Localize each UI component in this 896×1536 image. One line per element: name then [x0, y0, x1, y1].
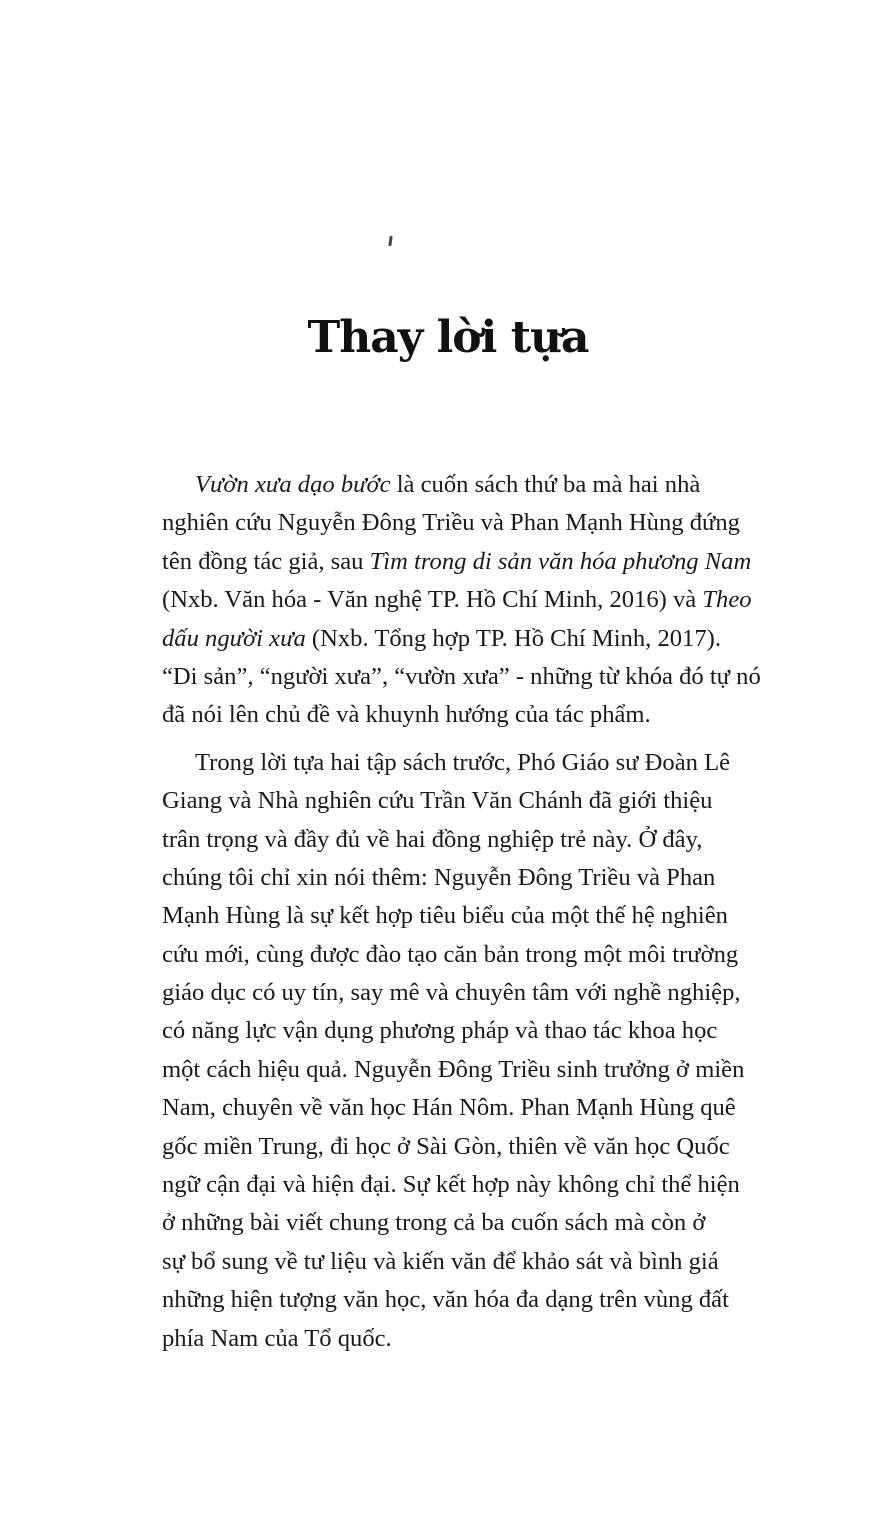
text-span: ở những bài viết chung trong cả ba cuốn sách mà còn ở: [162, 1209, 706, 1237]
text-line: [162, 1012, 818, 1050]
text-line: [162, 782, 818, 820]
text-span: “Di sản”, “người xưa”, “vườn xưa” - những từ khóa đó tự nó: [162, 662, 761, 690]
text-span: (Nxb. Văn hóa - Văn nghệ TP. Hồ Chí Minh, 2016) và: [162, 586, 703, 614]
text-line: [162, 581, 818, 619]
text-span: trân trọng và đầy đủ về hai đồng nghiệp trẻ này. Ở đây,: [162, 825, 703, 853]
text-span: đã nói lên chủ đề và khuynh hướng của tác phẩm.: [162, 701, 651, 729]
text-line: [162, 466, 818, 504]
text-line: [162, 744, 818, 782]
text-span: Trong lời tựa hai tập sách trước, Phó Giáo sư Đoàn Lê: [195, 748, 731, 776]
paragraph: [162, 466, 818, 735]
text-span: là cuốn sách thứ ba mà hai nhà: [390, 471, 701, 498]
text-span: phía Nam của Tổ quốc.: [162, 1324, 392, 1352]
text-line: [162, 974, 818, 1012]
text-span: những hiện tượng văn học, văn hóa đa dạng trên vùng đất: [162, 1286, 729, 1314]
body-text: [162, 466, 818, 1358]
page-title: Thay lời tựa: [307, 312, 589, 363]
text-line: [162, 620, 818, 658]
text-line: [162, 696, 818, 734]
text-line: [162, 821, 818, 859]
text-line: [162, 1204, 818, 1242]
text-line: [162, 543, 818, 581]
text-line: [162, 1128, 818, 1166]
text-span: Mạnh Hùng là sự kết hợp tiêu biểu của một thế hệ nghiên: [162, 902, 728, 930]
text-span: Giang và Nhà nghiên cứu Trần Văn Chánh đã giới thiệu: [162, 787, 713, 815]
page-marker: [388, 236, 392, 246]
text-line: [162, 1089, 818, 1127]
text-line: [162, 1320, 818, 1358]
text-span: Nam, chuyên về văn học Hán Nôm. Phan Mạnh Hùng quê: [162, 1094, 736, 1122]
paragraph: [162, 744, 818, 1358]
text-line: [162, 1243, 818, 1281]
text-span: giáo dục có uy tín, say mê và chuyên tâm với nghề nghiệp,: [162, 979, 741, 1007]
italic-title-span: Vườn xưa dạo bước: [195, 471, 391, 498]
text-span: chúng tôi chỉ xin nói thêm: Nguyễn Đông Triều và Phan: [162, 863, 716, 891]
text-line: [162, 859, 818, 897]
text-line: [162, 1051, 818, 1089]
text-span: một cách hiệu quả. Nguyễn Đông Triều sinh trưởng ở miền: [162, 1055, 745, 1083]
text-line: [162, 936, 818, 974]
text-line: [162, 658, 818, 696]
italic-title-span: dấu người xưa: [162, 624, 306, 652]
text-span: có năng lực vận dụng phương pháp và thao tác khoa học: [162, 1017, 718, 1045]
text-span: sự bổ sung về tư liệu và kiến văn để khảo sát và bình giá: [162, 1247, 719, 1275]
text-span: ngữ cận đại và hiện đại. Sự kết hợp này không chỉ thể hiện: [162, 1171, 740, 1199]
text-line: [162, 504, 818, 542]
text-span: nghiên cứu Nguyễn Đông Triều và Phan Mạnh Hùng đứng: [162, 509, 740, 537]
text-line: [162, 1281, 818, 1319]
text-span: gốc miền Trung, đi học ở Sài Gòn, thiên về văn học Quốc: [162, 1132, 730, 1160]
text-line: [162, 897, 818, 935]
italic-title-span: Theo: [702, 586, 752, 614]
text-line: [162, 1166, 818, 1204]
text-span: (Nxb. Tổng hợp TP. Hồ Chí Minh, 2017).: [305, 624, 721, 652]
text-span: tên đồng tác giả, sau: [162, 547, 370, 575]
italic-title-span: Tìm trong di sản văn hóa phương Nam: [369, 547, 752, 575]
text-span: cứu mới, cùng được đào tạo căn bản trong một môi trường: [162, 940, 739, 968]
